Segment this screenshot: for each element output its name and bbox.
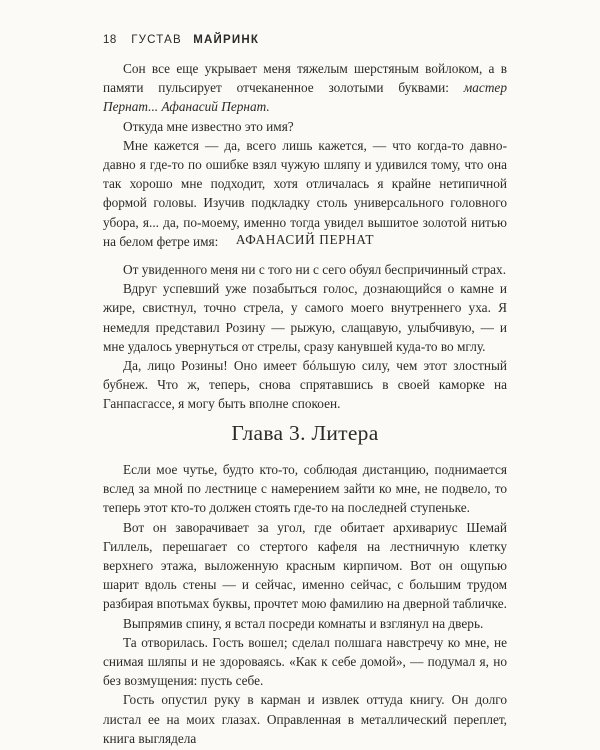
- paragraph: Гость опустил руку в карман и извлек оттуда книгу. Он долго листал ее на моих глазах. Оправленная в металлический переплет, книга выглядела: [103, 692, 507, 746]
- paragraph: Если мое чутье, будто кто-то, соблюдая дистанцию, поднимается вслед за мной по лестнице с намерением зайти ко мне, не подвело, то теперь этот кто-то должен стоять где-то на последней ступеньке.: [103, 462, 507, 516]
- paragraph: Откуда мне известно это имя?: [123, 118, 294, 134]
- text-block-1: [103, 59, 507, 251]
- italic-name: мастер Пернат... Афанасий Пернат.: [103, 80, 507, 115]
- text-block-3: [103, 460, 507, 748]
- running-header: [103, 34, 259, 46]
- paragraph: Выпрямив спину, я встал посреди комнаты и взглянул на дверь.: [123, 615, 484, 631]
- page-number: 18: [103, 34, 117, 46]
- paragraph: [103, 59, 507, 117]
- paragraph: Мне кажется — да, всего лишь кажется, — что когда-то давно-давно я где-то по ошибке взял чужую шляпу и удивился тому, что она так хорошо мне подходит, хотя отличалась я крайне нетипичной формой головы. Изучив подкладку столь универсального головного убора, я... да, по-моему, именно тогда увидел вышитое золотой нитью на белом фетре имя:: [103, 137, 507, 249]
- chapter-title: Глава 3. Литера: [231, 421, 379, 445]
- paragraph: Та отворилась. Гость вошел; сделал полшага навстречу ко мне, не снимая шляпы и не здороваясь. «Как к себе домой», — подумал я, но без возмущения: пусть себе.: [103, 634, 507, 689]
- paragraph-text: Сон все еще укрывает меня тяжелым шерстяным войлоком, а в памяти пульсирует отчеканенное золотыми буквами:: [103, 61, 507, 96]
- paragraph: От увиденного меня ни с того ни с сего обуял беспричинный страх.: [123, 262, 507, 277]
- paragraph: Вот он заворачивает за угол, где обитает архивариус Шемай Гиллель, перешагает со стертого кафеля на лестничную клетку верхнего этажа, выложенную красным кирпичом. Вот он ощупью шарит вдоль стены — и сейчас, именно сейчас, с большим трудом разбирая впотьмах буквы, прочтет мою фамилию на дверной табличке.: [103, 519, 507, 612]
- text-block-2: [103, 260, 507, 414]
- paragraph: Вдруг успевший уже позабыться голос, дознающийся о камне и жире, свистнул, точно стрела, у самого моего внутреннего уха. Я немедля представил Розину — рыжую, слащавую, улыбчивую, — и мне удалось увернуться от стрелы, сразу канувшей куда-то во мглу.: [103, 281, 507, 354]
- author-last-name: МАЙРИНК: [193, 34, 260, 46]
- embroidered-name-heading: АФАНАСИЙ ПЕРНАТ: [235, 232, 375, 247]
- author-first-name: ГУСТАВ: [131, 34, 182, 46]
- paragraph: Да, лицо Розины! Оно имеет бóльшую силу, чем этот злостный бубнеж. Что ж, теперь, снова спрятавшись в своей каморке на Ганпасгассе, я могу быть вполне спокоен.: [103, 358, 507, 412]
